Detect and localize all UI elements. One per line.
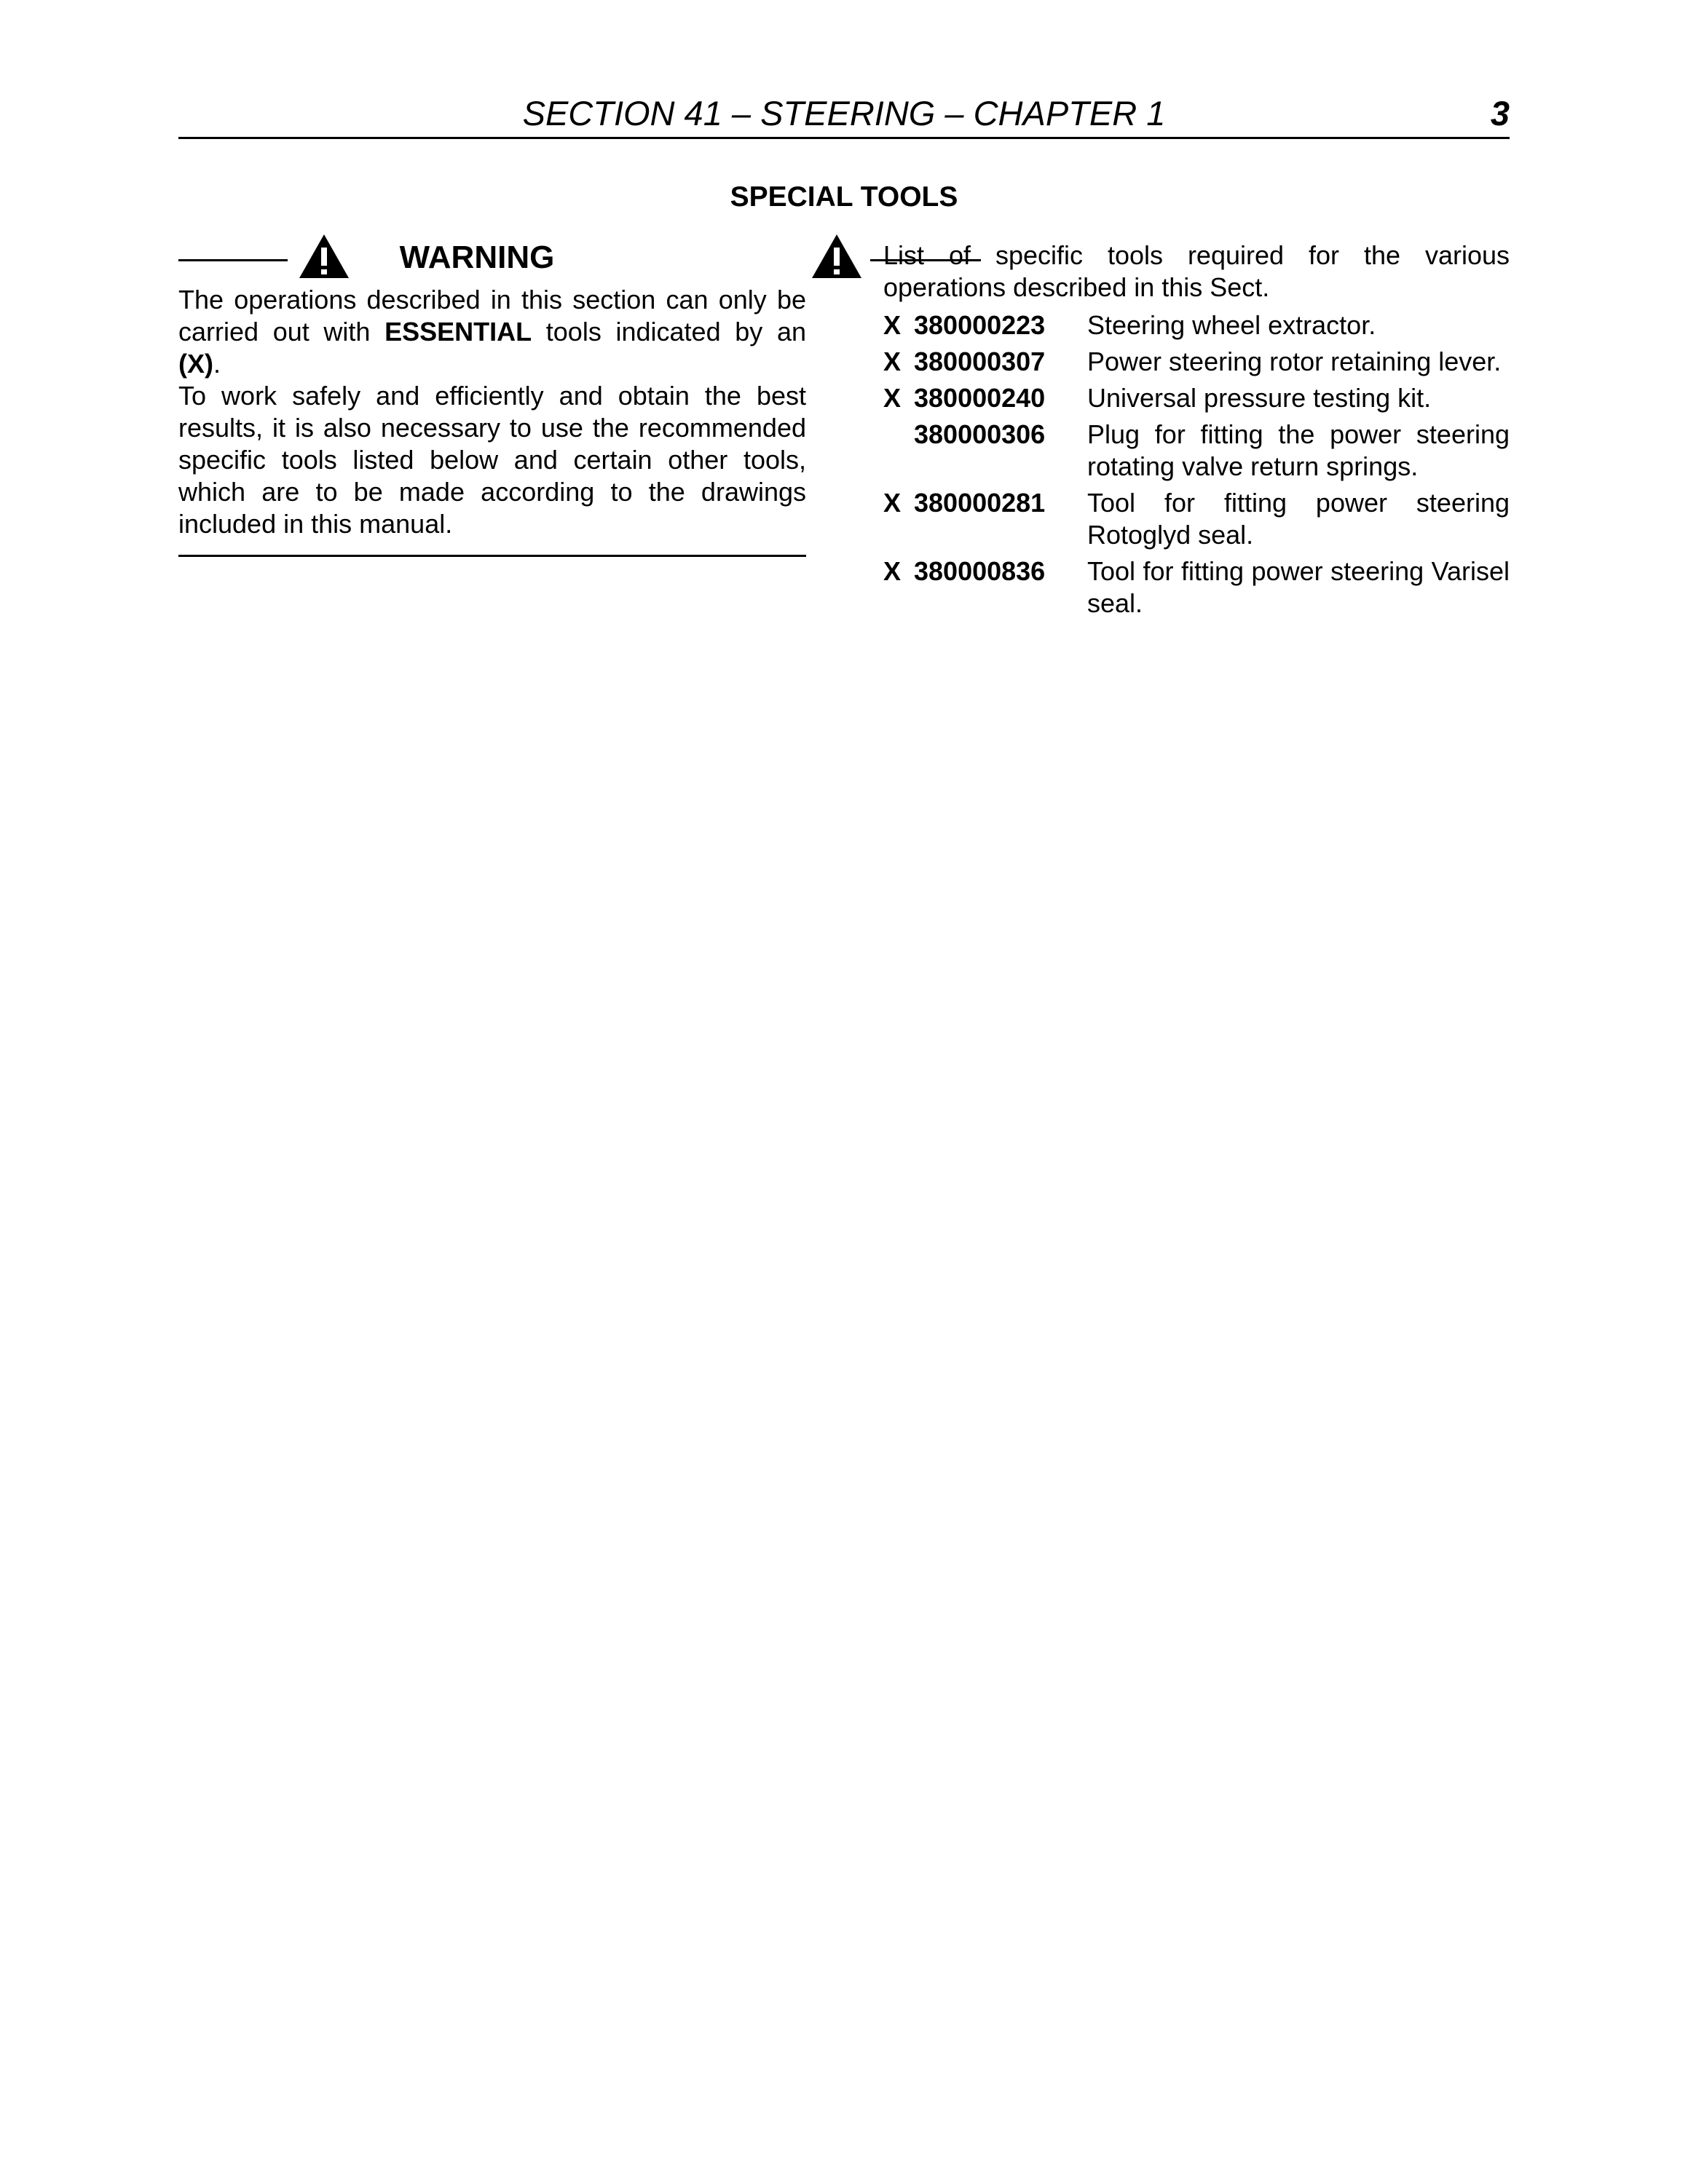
tool-essential-mark: X [883, 347, 902, 376]
warning-line-left [178, 259, 288, 261]
tool-essential-mark: X [883, 383, 902, 413]
tool-row [883, 419, 1510, 483]
tool-description: Universal pressure testing kit. [1087, 383, 1432, 413]
tool-code: 380000306 [914, 419, 1046, 449]
tools-list [883, 240, 1510, 624]
x-marker-label: (X) [178, 349, 213, 379]
page-header [178, 90, 1510, 139]
tool-description: Tool for fitting power steering Varisel seal. [1087, 556, 1510, 618]
tool-row [883, 309, 1510, 341]
tool-code: 380000281 [914, 488, 1046, 518]
warning-header [178, 232, 806, 284]
tool-description: Steering wheel extractor. [1087, 310, 1376, 340]
warning-title: WARNING [399, 240, 555, 275]
tool-essential-mark: X [883, 556, 902, 586]
tool-row [883, 555, 1510, 620]
special-tools-heading: SPECIAL TOOLS [730, 181, 958, 213]
tool-code: 380000836 [914, 556, 1046, 586]
essential-label: ESSENTIAL [384, 317, 532, 347]
warning-box [178, 232, 806, 557]
tool-row [883, 487, 1510, 551]
page-number: 3 [1490, 94, 1510, 132]
warning-bottom-rule [178, 555, 806, 557]
tool-row [883, 346, 1510, 378]
warning-text: The operations described in this section can only be carried out with [178, 285, 806, 347]
warning-paragraph-1 [178, 284, 806, 380]
warning-triangle-icon [811, 233, 863, 280]
warning-paragraph-2: To work safely and efficiently and obtain the best results, it is also necessary to use the recommended specific tools listed below and certain other tools, which are to be made according to the drawings included in this manual. [178, 381, 806, 539]
tool-description: Tool for fitting power steering Rotoglyd seal. [1087, 488, 1510, 550]
tool-essential-mark: X [883, 310, 902, 340]
warning-triangle-icon [298, 233, 350, 280]
tool-code: 380000240 [914, 383, 1046, 413]
tool-description: Power steering rotor retaining lever. [1087, 347, 1502, 376]
tool-code: 380000307 [914, 347, 1046, 376]
tool-row [883, 382, 1510, 414]
tool-code: 380000223 [914, 310, 1046, 340]
warning-text: . [213, 349, 221, 379]
section-title: SECTION 41 – STEERING – CHAPTER 1 [522, 94, 1166, 132]
tool-essential-mark: X [883, 488, 902, 518]
tool-essential-mark [883, 419, 914, 483]
tool-description: Plug for fitting the power steering rotating valve return springs. [1087, 419, 1510, 481]
warning-text: tools indicated by an [532, 317, 806, 347]
tools-intro: List of specific tools required for the various operations described in this Sect. [883, 240, 1510, 302]
